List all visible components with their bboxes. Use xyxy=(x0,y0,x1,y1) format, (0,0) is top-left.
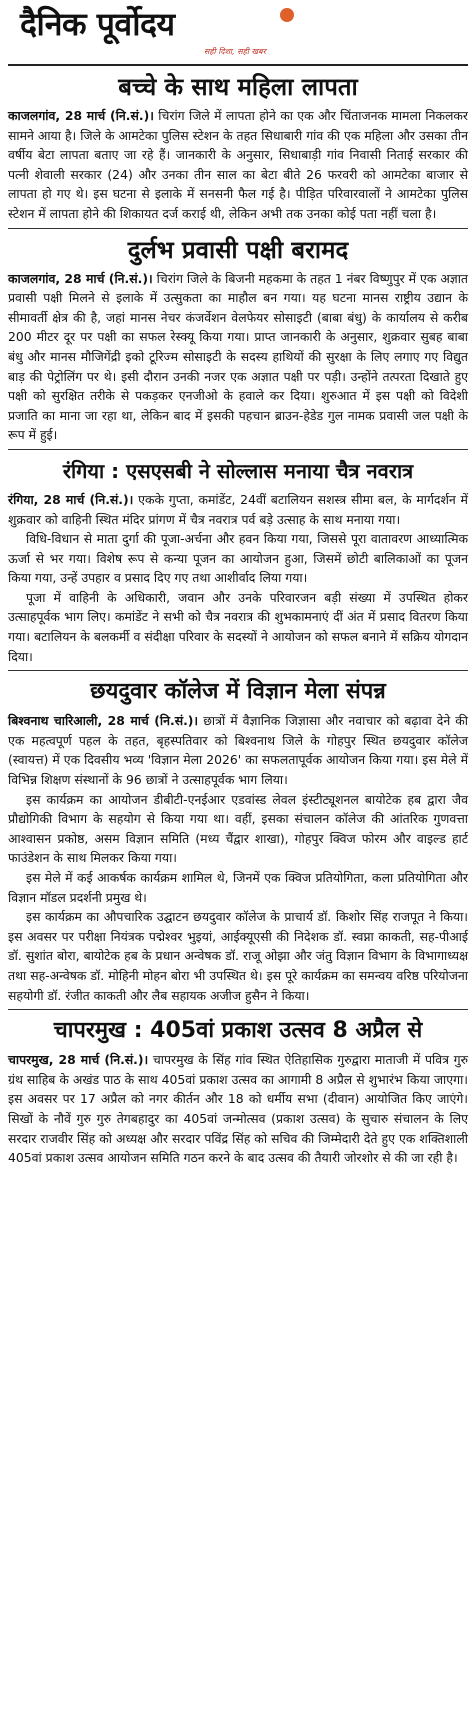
newspaper-logo: दैनिक पूर्वोदय xyxy=(20,5,175,43)
article-paragraph: इस मेले में कई आकर्षक कार्यक्रम शामिल थे, जिनमें एक क्विज प्रतियोगिता, कला प्रतियोगिता और विज्ञान मॉडल प्रदर्शनी प्रमुख थे। xyxy=(8,870,468,905)
headline: बच्चे के साथ महिला लापता xyxy=(118,73,358,101)
headline: दुर्लभ प्रवासी पक्षी बरामद xyxy=(127,235,349,264)
dateline: काजलगांव, 28 मार्च (नि.सं.)। xyxy=(8,270,153,286)
masthead xyxy=(8,0,468,66)
article-paragraph xyxy=(8,490,468,529)
article-body xyxy=(8,1050,468,1168)
article-science-fair xyxy=(8,677,468,1010)
article-body xyxy=(8,269,468,445)
article-body xyxy=(8,490,468,666)
article-prakash-utsav xyxy=(8,1016,468,1168)
article-paragraph: इस कार्यक्रम का आयोजन डीबीटी-एनईआर एडवांस्ड लेवल इंस्टीट्यूशनल बायोटेक हब द्वारा जैव प्रौद्योगिकी विभाग के सहयोग से किया गया था। वहीं, इसका संचालन कॉलेज की आंतरिक गुणवत्ता आश्वासन प्रकोष्ठ, असम विज्ञान समिति (मध्य चैंद्वार शाखा), गोहपुर क्विज फोरम और वाइल्ड हार्ट फाउंडेशन के साथ मिलकर किया गया। xyxy=(8,791,468,866)
paragraph-text: एकके गुप्ता, कमांडेंट, 24वीं बटालियन सशस्त्र सीमा बल, के मार्गदर्शन में शुक्रवार को वाहिनी स्थित मंदिर प्रांगण में चैत्र नवरात्र पर्व बड़े उत्साह के साथ मनाया गया। xyxy=(8,491,468,527)
divider xyxy=(8,670,468,671)
article-ssb-navratri xyxy=(8,456,468,671)
newspaper-tagline: सही दिशा, सही खबर xyxy=(204,47,266,56)
logo-sun-icon xyxy=(280,8,294,22)
divider xyxy=(8,449,468,450)
article-body xyxy=(8,106,468,224)
article-rare-bird xyxy=(8,235,468,450)
article-paragraph xyxy=(8,106,468,224)
dateline: चापरमुख, 28 मार्च (नि.सं.)। xyxy=(8,1052,149,1068)
headline: छयदुवार कॉलेज में विज्ञान मेला संपन्न xyxy=(90,679,386,705)
article-paragraph: विधि-विधान से माता दुर्गा की पूजा-अर्चना और हवन किया गया, जिससे पूरा वातावरण आध्यात्मिक ऊर्जा से भर गया। विशेष रूप से कन्या पूजन का आयोजन हुआ, जिसमें छोटी बालिकाओं का पूजन किया गया, उन्हें उपहार व प्रसाद दिए गए तथा आशीर्वाद लिया गया। xyxy=(8,531,468,586)
article-body xyxy=(8,711,468,1005)
dateline: बिश्वनाथ चारिआली, 28 मार्च (नि.सं.)। xyxy=(8,713,199,729)
paragraph-text: चापरमुख के सिंह गांव स्थित ऐतिहासिक गुरुद्वारा माताजी में पवित्र गुरु ग्रंथ साहिब के अखंड पाठ के साथ 405वां प्रकाश उत्सव का आगामी 8 अप्रैल से शुभारंभ किया जाएगा। इस अवसर पर 17 अप्रैल को नगर कीर्तन और 18 को धर्मीय सभा (दीवान) आयोजित किए जाएंगे। सिखों के नौवें गुरु गुरु तेगबहादुर का 405वां जन्मोत्सव (प्रकाश उत्सव) के सुचारु संचालन के लिए सरदार राजवीर सिंह को अध्यक्ष और सरदार पविंद्र सिंह को सचिव की जिम्मेदारी देते हुए एक शक्तिशाली 405वां प्रकाश उत्सव आयोजन समिति गठन करने के बाद उत्सव की तैयारी जोरशोर से की जा रही है। xyxy=(8,1052,468,1166)
divider xyxy=(8,228,468,229)
article-paragraph xyxy=(8,711,468,789)
article-paragraph: पूजा में वाहिनी के अधिकारी, जवान और उनके परिवारजन बड़ी संख्या में उपस्थित होकर उत्साहपूर्वक भाग लिए। कमांडेंट ने सभी को चैत्र नवरात्र की शुभकामनाएं दीं अंत में प्रसाद वितरण किया गया। बटालियन के बलकर्मी व संदीक्षा परिवार के सदस्यों ने आयोजन को सफल बनाने में सक्रिय योगदान दिया। xyxy=(8,589,468,664)
paragraph-text: चिरांग जिले में लापता होने का एक और चिंताजनक मामला निकलकर सामने आया है। जिले के आमटेका पुलिस स्टेशन के तहत सिधाबारी गांव की एक महिला और उसका तीन वर्षीय बेटा लापता बताए जा रहे हैं। जानकारी के अनुसार, सिधाबाड़ी गांव निवासी निताई सरकार की पत्नी शेवाली सरकार (24) और उनका तीन साल का बेटा बीते 26 फरवरी को आमटेका बाजार से लापता हो गए थे। इस घटना से इलाके में सनसनी फैल गई है। पीड़ित परिवारवालों ने आमटेका पुलिस स्टेशन में लापता होने की शिकायत दर्ज कराई थी, लेकिन अभी तक उनका कोई पता नहीं चला है। xyxy=(8,108,468,221)
divider xyxy=(8,1009,468,1010)
article-paragraph xyxy=(8,269,468,445)
dateline: रंगिया, 28 मार्च (नि.सं.)। xyxy=(8,491,134,507)
headline: रंगिया : एसएसबी ने सोल्लास मनाया चैत्र नवरात्र xyxy=(62,458,414,483)
paragraph-text: छात्रों में वैज्ञानिक जिज्ञासा और नवाचार को बढ़ावा देने की एक महत्वपूर्ण पहल के तहत, बृहस्पतिवार को बिश्वनाथ जिले के गोहपुर स्थित छयदुवार कॉलेज (स्वायत्त) में एक दिवसीय भव्य 'विज्ञान मेला 2026' का सफलतापूर्वक आयोजन किया गया। इस मेले में विभिन्न शिक्षण संस्थानों के 96 छात्रों ने उत्साहपूर्वक भाग लिया। xyxy=(8,713,468,788)
dateline: काजलगांव, 28 मार्च (नि.सं.)। xyxy=(8,108,154,123)
paragraph-text: चिरांग जिले के बिजनी महकमा के तहत 1 नंबर विष्णुपुर में एक अज्ञात प्रवासी पक्षी मिलने से इलाके में उत्सुकता का माहौल बन गया। यह घटना मानस राष्ट्रीय उद्यान के सीमावर्ती क्षेत्र की है, जहां मानस नेचर कंजर्वेशन वेलफेयर सोसाइटी (बाबा बंधु) के कार्यालय से करीब 200 मीटर दूर पर पक्षी का सफल रेस्क्यू किया गया। प्राप्त जानकारी के अनुसार, शुक्रवार सुबह बाबा बंधु और मानस मौजिगेंद्री इको टूरिज्म सोसाइटी के सदस्य हाथियों की सुरक्षा के लिए लगाए गए विद्युत बाड़ की पेट्रोलिंग पर थे। इसी दौरान उनकी नजर एक अज्ञात पक्षी पर पड़ी। उन्होंने तत्परता दिखाते हुए पक्षी को सुरक्षित तरीके से पकड़कर एनजीओ के हवाले कर दिया। शुरुआत में इस पक्षी को विदेशी प्रजाति का माना जा रहा था, लेकिन बाद में इसकी पहचान ब्राउन-हेडेड गुल नामक प्रवासी जल पक्षी के रूप में हुई। xyxy=(8,270,468,443)
headline: चापरमुख : 405वां प्रकाश उत्सव 8 अप्रैल से xyxy=(53,1018,423,1044)
article-paragraph xyxy=(8,1050,468,1168)
article-paragraph: इस कार्यक्रम का औपचारिक उद्घाटन छयदुवार कॉलेज के प्राचार्य डॉ. किशोर सिंह राजपूत ने किया। इस अवसर पर परीक्षा नियंत्रक पद्मेश्वर भुइयां, आईक्यूएसी की निदेशक डॉ. स्वप्ना काकती, सह-पीआई डॉ. सुशांत बोरा, बायोटेक हब के प्रधान अन्वेषक डॉ. राजू ओझा और जंतु विज्ञान विभाग के विभागाध्यक्ष तथा सह-अन्वेषक डॉ. मोहिनी मोहन बोरा भी उपस्थित थे। इस पूरे कार्यक्रम का समन्वय वरिष्ठ परियोजना सहयोगी डॉ. रंजीत काकती और लैब सहायक अजीज हुसैन ने किया। xyxy=(8,909,468,1003)
article-missing-woman xyxy=(8,72,468,229)
